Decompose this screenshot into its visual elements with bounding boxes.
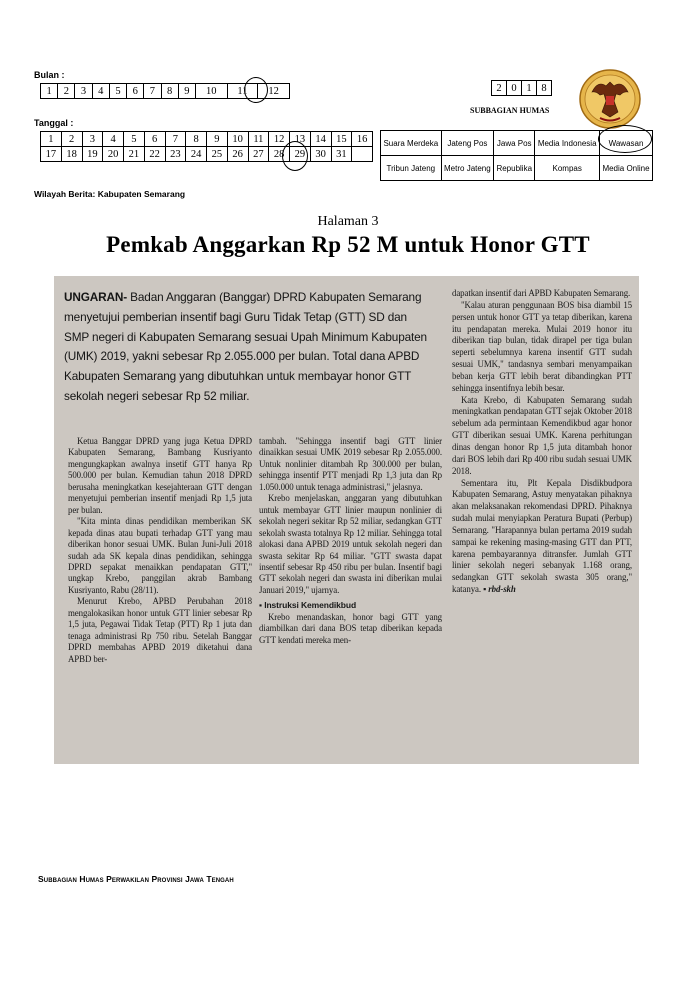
page-number: Halaman 3: [317, 214, 379, 229]
dept-label: SUBBAGIAN HUMAS: [470, 106, 550, 115]
day-cell: 5: [124, 132, 145, 147]
month-cell: 5: [109, 84, 126, 99]
source-cell: Kompas: [535, 156, 600, 181]
source-cell: Tribun Jateng: [381, 156, 442, 181]
selected-source-circle: [598, 125, 652, 153]
month-cell: 4: [92, 84, 109, 99]
col2-paragraph: tambah. "Sehingga insentif bagi GTT linier dinaikkan sesuai UMK 2019 sebesar Rp 2.055.000. Untuk nonlinier ditambah Rp 300.000 per bulan, sehingga insentif PTT menjadi Rp 1,3 juta dan Rp 1.050.000 untuk tenaga administrasi," jelasnya.: [259, 436, 442, 492]
day-cell: 26: [227, 147, 248, 162]
col3-paragraph: Kata Krebo, di Kabupaten Semarang sudah meningkatkan pendapatan GTT sejak Oktober 2018 sebelum ada permintaan Kemendikbud agar honor GTT diberikan sesuai UMK. Karena perhitungan dinas dengan honor Rp 1,5 juta ditambah honor dari BOS lebih dari Rp 400 ribu sudah sesuai UMK 2018.: [452, 394, 632, 476]
day-cell: 9: [207, 132, 228, 147]
year-digit: 0: [507, 81, 522, 96]
col3-paragraph: "Kalau aturan penggunaan BOS bisa diambil 15 persen untuk honor GTT ya tetap diberikan, karena itu pendapatan mereka. Mulai 2019 honor itu diberikan tiap bulan, tidak dirapel per tiga bulan seperti sebelumnya karena insentif GTT sudah sesuai UMK," tandasnya sembari menyampaikan beban kerja GTT lebih berat dibandingkan PTT sehingga insentifnya lebih besar.: [452, 299, 632, 393]
footer-text: Subbagian Humas Perwakilan Provinsi Jawa Tengah: [38, 874, 234, 884]
day-cell: 1: [41, 132, 62, 147]
headline: Pemkab Anggarkan Rp 52 M untuk Honor GTT: [106, 232, 590, 257]
day-cell: 4: [103, 132, 124, 147]
source-cell: Wawasan: [600, 131, 653, 156]
day-cell: 16: [352, 132, 373, 147]
source-cell: Metro Jateng: [441, 156, 494, 181]
tanggal-label: Tanggal :: [34, 118, 74, 128]
day-cell: 30: [310, 147, 331, 162]
day-cell: 18: [61, 147, 82, 162]
day-cell: 12: [269, 132, 290, 147]
col1-paragraph: "Kita minta dinas pendidikan memberikan SK kepada dinas atau bupati terhadap GTT yang mau diberikan honor sesuai UMK. Bulan Juni-Juli 2018 sudah ada SK kepala dinas pendidikan, sehingga DPRD sepakat menaikkan pendapatan GTT," ungkap Krebo, panggilan akrab Bambang Kusriyanto, Rabu (28/11).: [68, 516, 252, 595]
dateline: UNGARAN-: [64, 290, 128, 304]
column-2: [259, 436, 442, 646]
newspaper-clipping: [54, 276, 639, 764]
day-cell: 11: [248, 132, 269, 147]
col1-paragraph: Menurut Krebo, APBD Perubahan 2018 mengalokasikan honor untuk GTT linier sebesar Rp 1,5 juta, Pegawai Tidak Tetap (PTT) Rp 1 juta dan tenaga administrasi Rp 750 ribu. Setelah Banggar DPRD membahas APBD 2019 diketahui dana APBD ber-: [68, 596, 252, 664]
day-cell: 19: [82, 147, 103, 162]
source-cell: Media Indonesia: [535, 131, 600, 156]
day-cell: 14: [310, 132, 331, 147]
day-cell: 15: [331, 132, 352, 147]
day-cell: 13: [290, 132, 311, 147]
selected-month-circle: [244, 77, 268, 103]
month-cell: 11: [227, 84, 258, 99]
col1-paragraph: Ketua Banggar DPRD yang juga Ketua DPRD Kabupaten Semarang, Bambang Kusriyanto mengungkapkan awalnya insetif GTT hanya Rp 500.000 per bulan. Kemudian tahun 2018 DPRD berusaha meningkatkan kesejahteraan GTT dengan menyetujui pemberian insentif menjadi Rp 1,5 juta per bulan.: [68, 436, 252, 515]
lead-paragraph: [64, 288, 434, 407]
month-cell: 8: [161, 84, 178, 99]
day-cell: 27: [248, 147, 269, 162]
day-cell: 10: [227, 132, 248, 147]
source-cell: Suara Merdeka: [381, 131, 442, 156]
day-grid: [40, 131, 373, 162]
day-cell: [352, 147, 373, 162]
selected-day-circle: [282, 141, 308, 171]
col3-paragraph: Sementara itu, Plt Kepala Disdikbudpora Kabupaten Semarang, Astuy menyatakan pihaknya akan melaksanakan rekomendasi DPRD. Pihaknya sudah mulai menyiapkan Peratura Bupati (Perbup) Semarang. "Harapannya bulan pertama 2019 sudah sampai ke rekening masing-masing GTT dan PTT, karena pembayarannya ditransfer. Jumlah GTT linier sekolah negeri sebanyak 1.168 orang, sedangkan GTT sekolah swasta 305 orang," katanya. ▪ rbd-skh: [452, 477, 632, 595]
bulan-label: Bulan :: [34, 70, 65, 80]
day-cell: 7: [165, 132, 186, 147]
day-cell: 20: [103, 147, 124, 162]
year-digit: 8: [537, 81, 552, 96]
day-cell: 31: [331, 147, 352, 162]
column-3: [452, 288, 632, 596]
byline: rbd-skh: [486, 584, 516, 595]
day-cell: 22: [144, 147, 165, 162]
day-cell: 8: [186, 132, 207, 147]
month-cell: 3: [75, 84, 92, 99]
year-digit: 1: [522, 81, 537, 96]
source-cell: Jawa Pos: [494, 131, 535, 156]
month-cell: 6: [127, 84, 144, 99]
day-cell: 28: [269, 147, 290, 162]
year-box: [491, 80, 552, 96]
source-cell: Republika: [494, 156, 535, 181]
month-cell: 2: [58, 84, 75, 99]
day-cell: 23: [165, 147, 186, 162]
day-cell: 6: [144, 132, 165, 147]
garuda-emblem-icon: [578, 68, 642, 130]
col2-paragraph: Krebo menjelaskan, anggaran yang dibutuhkan untuk membayar GTT linier maupun nonlinier di sekolah negeri sekitar Rp 52 miliar, sedangkan GTT sekolah swasta totalnya Rp 12 miliar. Sehingga total alokasi dana APBD 2019 untuk sekolah negeri dan swasta sekitar Rp 64 miliar. "GTT swasta dapat insentif sebesar Rp 450 ribu per bulan. Insentif bagi GTT sekolah negeri dan swasta ini diberikan mulai Januari 2019," ujarnya.: [259, 493, 442, 595]
column-1: [68, 436, 252, 665]
year-digit: 2: [492, 81, 507, 96]
source-cell: Media Online: [600, 156, 653, 181]
col2-subhead: ▪ Instruksi Kemendikbud: [259, 600, 357, 611]
month-cell: 10: [195, 84, 227, 99]
month-cell: 7: [144, 84, 161, 99]
wilayah-berita: Wilayah Berita: Kabupaten Semarang: [34, 189, 186, 199]
day-cell: 3: [82, 132, 103, 147]
col2-paragraph: Krebo menandaskan, honor bagi GTT yang diambilkan dari dana BOS tetap diberikan kepada GTT kendati mereka men-: [259, 611, 442, 645]
source-cell: Jateng Pos: [441, 131, 494, 156]
month-cell: 1: [41, 84, 58, 99]
day-cell: 29: [290, 147, 311, 162]
lead-text: Badan Anggaran (Banggar) DPRD Kabupaten Semarang menyetujui pemberian insentif bagi Guru Tidak Tetap (GTT) SD dan SMP negeri di Kabupaten Semarang sesuai Upah Minimum Kabupaten (UMK) 2019, yakni sebesar Rp 2.055.000 per bulan. Total dana APBD Kabupaten Semarang yang dibutuhkan untuk membayar honor GTT sekolah negeri sebesar Rp 52 miliar.: [64, 290, 427, 403]
day-cell: 17: [41, 147, 62, 162]
col3-paragraph: dapatkan insentif dari APBD Kabupaten Semarang.: [452, 288, 631, 298]
month-cell: 12: [258, 84, 290, 99]
day-cell: 24: [186, 147, 207, 162]
day-cell: 25: [207, 147, 228, 162]
day-cell: 2: [61, 132, 82, 147]
day-cell: 21: [124, 147, 145, 162]
month-cell: 9: [178, 84, 195, 99]
